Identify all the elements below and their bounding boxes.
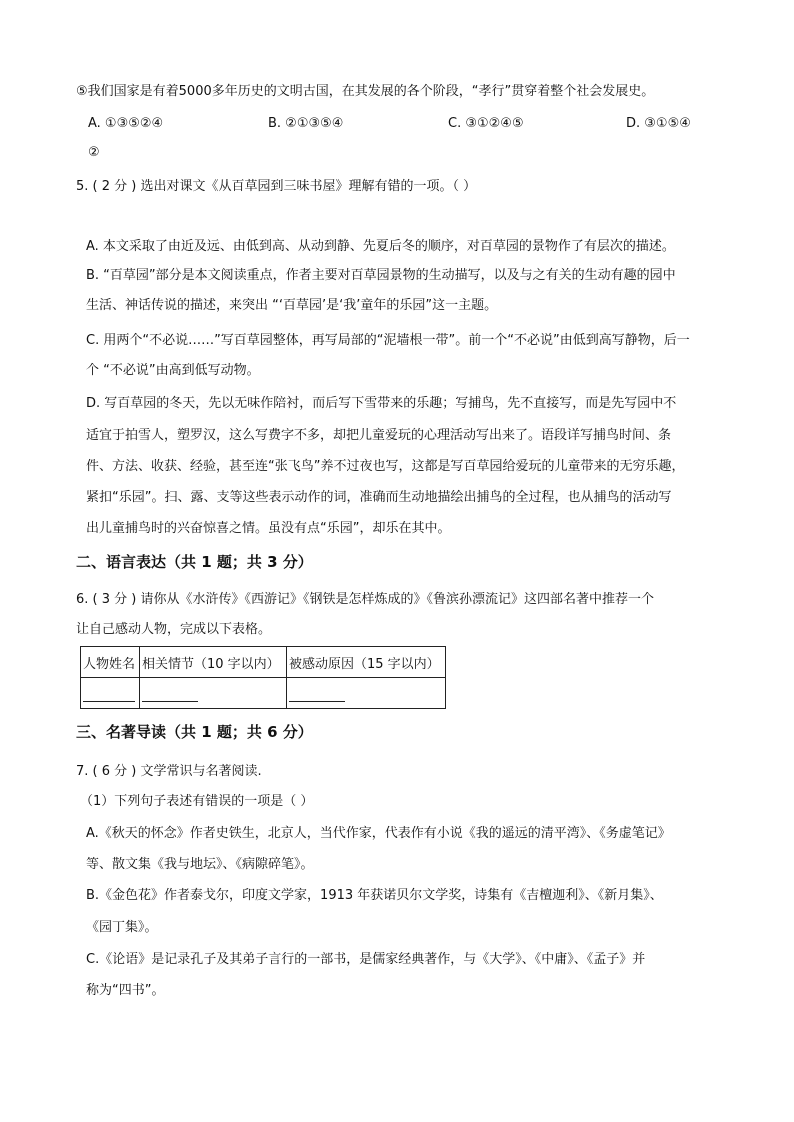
- table-cell-reason-blank[interactable]: [287, 678, 446, 709]
- q5-option-b-line1[interactable]: B. “百草园”部分是本文阅读重点，作者主要对百草园景物的生动描写，以及与之有关的生动有趣的园中: [86, 268, 676, 283]
- q5-option-d-line4: 紧扣“乐园”。扫、露、支等这些表示动作的词，准确而生动地描绘出捕鸟的全过程，也从捕鸟的活动写: [86, 490, 672, 505]
- table-cell-plot-blank[interactable]: [140, 678, 287, 709]
- q6-stem-line1: 6. ( 3 分 ) 请你从《水浒传》《西游记》《钢铁是怎样炼成的》《鲁滨孙漂流记》这四部名著中推荐一个: [76, 592, 654, 607]
- q5-option-d-line5: 出儿童捕鸟时的兴奋惊喜之情。虽没有点“乐园”，却乐在其中。: [86, 521, 451, 536]
- q5-option-d-line3: 件、方法、收获、经验，甚至连“张飞鸟”养不过夜也写，这都是写百草园给爱玩的儿童带来的无穷乐趣，: [86, 459, 685, 474]
- q5-option-c-line1[interactable]: C. 用两个“不必说……”写百草园整体，再写局部的“泥墙根一带”。前一个“不必说”由低到高写静物，后一: [86, 333, 690, 348]
- q7-stem: 7. ( 6 分 ) 文学常识与名著阅读.: [76, 764, 262, 779]
- q4-sentence-5: ⑤我们国家是有着5000多年历史的文明古国，在其发展的各个阶段，“孝行”贯穿着整个社会发展史。: [76, 84, 655, 99]
- q4-option-a[interactable]: A. ①③⑤②④: [88, 116, 164, 131]
- q5-option-c-line2: 个 “不必说”由高到低写动物。: [86, 363, 260, 378]
- q5-option-a[interactable]: A. 本文采取了由近及远、由低到高、从动到静、先夏后冬的顺序，对百草园的景物作了有层次的描述。: [86, 239, 675, 254]
- q4-option-d-wrap: ②: [88, 145, 100, 160]
- q5-option-d-line1[interactable]: D. 写百草园的冬天，先以无味作陪衬，而后写下雪带来的乐趣；写捕鸟，先不直接写，而是先写园中不: [86, 396, 677, 411]
- q6-answer-table: [80, 646, 446, 709]
- q7-option-c-line1[interactable]: C.《论语》是记录孔子及其弟子言行的一部书，是儒家经典著作，与《大学》、《中庸》、《孟子》并: [86, 952, 646, 967]
- table-header-reason: 被感动原因（15 字以内）: [287, 647, 446, 678]
- q5-stem: 5. ( 2 分 ) 选出对课文《从百草园到三味书屋》理解有错的一项。（ ）: [76, 179, 477, 194]
- q4-option-d[interactable]: D. ③①⑤④: [626, 116, 691, 131]
- q4-option-c[interactable]: C. ③①②④⑤: [448, 116, 524, 131]
- table-cell-name-blank[interactable]: [81, 678, 140, 709]
- q7-sub1-stem: （1）下列句子表述有错误的一项是（ ）: [80, 794, 314, 809]
- q7-option-b-line1[interactable]: B.《金色花》作者泰戈尔，印度文学家，1913 年获诺贝尔文学奖，诗集有《吉檀迦利》、《新月集》、: [86, 888, 663, 903]
- q5-option-b-line2: 生活、神话传说的描述，来突出 “‘百草园’是‘我’童年的乐园”这一主题。: [86, 298, 498, 313]
- section-3-heading: 三、名著导读（共 1 题；共 6 分）: [76, 723, 313, 741]
- q5-option-d-line2: 适宜于拍雪人，塑罗汉，这么写费字不多，却把儿童爱玩的心理活动写出来了。语段详写捕鸟时间、条: [86, 428, 672, 443]
- q6-stem-line2: 让自己感动人物，完成以下表格。: [76, 622, 272, 637]
- table-header-name: 人物姓名: [81, 647, 140, 678]
- section-2-heading: 二、语言表达（共 1 题；共 3 分）: [76, 553, 313, 571]
- q7-option-a-line1[interactable]: A.《秋天的怀念》作者史铁生，北京人，当代作家，代表作有小说《我的遥远的清平湾》、《务虚笔记》: [86, 826, 671, 841]
- table-header-plot: 相关情节（10 字以内）: [140, 647, 287, 678]
- q7-option-a-line2: 等、散文集《我与地坛》、《病隙碎笔》。: [86, 857, 314, 872]
- q7-option-c-line2: 称为“四书”。: [86, 983, 165, 998]
- q4-option-b[interactable]: B. ②①③⑤④: [268, 116, 344, 131]
- q7-option-b-line2: 《园丁集》。: [86, 920, 158, 935]
